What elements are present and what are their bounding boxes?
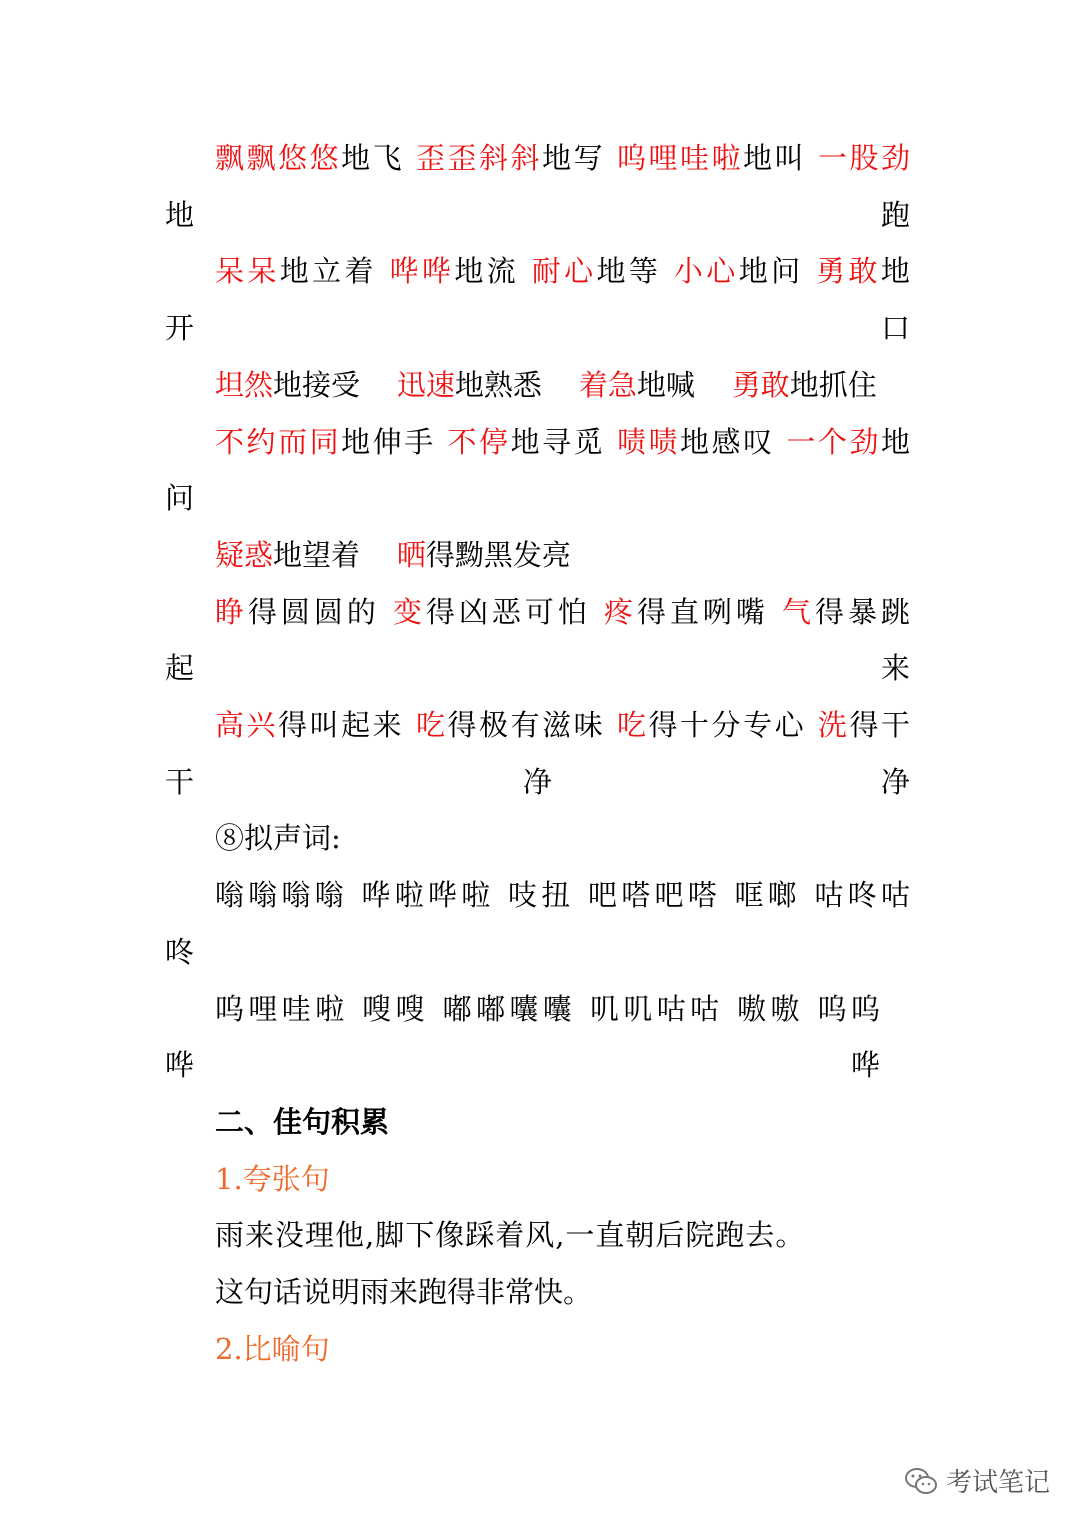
- phrase-line-2: [165, 243, 910, 356]
- phrase-continuation: 问: [165, 481, 195, 516]
- phrase-line-6: [165, 584, 910, 697]
- phrase: 变得凶恶可怕: [393, 594, 591, 629]
- phrase: 勇敢地抓住: [731, 367, 877, 402]
- phrase: 歪歪斜斜地写: [415, 141, 606, 175]
- example-sentence: 雨来没理他,脚下像踩着风,一直朝后院跑去。: [215, 1218, 806, 1253]
- phrase: 一股劲: [817, 141, 911, 175]
- phrase-line-5: [165, 527, 910, 584]
- word: 嗡嗡嗡嗡: [215, 878, 349, 913]
- word-continuation: 哗哗: [165, 1048, 880, 1083]
- wechat-icon: [904, 1466, 938, 1496]
- phrase: 飘飘悠悠地飞: [215, 141, 405, 175]
- phrase: 迅速地熟悉: [396, 367, 542, 402]
- phrase: 洗得干: [817, 708, 910, 743]
- phrase-continuation: 起来: [165, 651, 910, 686]
- subsection-title-hyperbole: 1.夸张句: [215, 1161, 330, 1196]
- word: 咕咚咕: [814, 878, 911, 913]
- phrase: 不约而同地伸手: [215, 424, 436, 459]
- word: 呜呜: [817, 991, 880, 1026]
- phrase: 哗哗地流: [389, 254, 520, 289]
- example-explanation: 这句话说明雨来跑得非常快。: [215, 1275, 593, 1310]
- word: 嘟嘟囔囔: [442, 991, 577, 1026]
- onomatopoeia-line-1: [165, 867, 910, 980]
- phrase-line-7: [165, 697, 910, 810]
- word-continuation: 咚: [165, 934, 195, 969]
- phrase: 耐心地等: [531, 254, 662, 289]
- phrase: 一个劲地: [786, 424, 910, 459]
- phrase: 呜哩哇啦地叫: [616, 141, 807, 175]
- onomatopoeia-line-2: [165, 981, 910, 1094]
- phrase-continuation: 地跑: [165, 197, 910, 232]
- phrase: 坦然地接受: [215, 367, 361, 402]
- word: 呜哩哇啦: [215, 991, 349, 1026]
- phrase: 睁得圆圆的: [215, 594, 380, 629]
- phrase: 疑惑地望着: [215, 537, 361, 572]
- word: 哗啦哗啦: [361, 878, 495, 913]
- phrase: 晒得黝黑发亮: [396, 537, 571, 572]
- word: 吧嗒吧嗒: [588, 878, 722, 913]
- onomatopoeia-heading: ⑧拟声词:: [215, 821, 341, 856]
- phrase: 着急地喊: [578, 367, 695, 402]
- section-title: 二、佳句积累: [215, 1104, 390, 1139]
- word: 哐啷: [734, 878, 802, 913]
- phrase: 勇敢地: [816, 254, 910, 289]
- phrase: 小心地问: [673, 254, 804, 289]
- phrase: 吃得十分专心: [616, 708, 807, 743]
- phrase-line-1: [165, 130, 910, 243]
- phrase-line-3: [165, 357, 910, 414]
- phrase-continuation: 干净净: [165, 764, 910, 799]
- phrase: 高兴得叫起来: [215, 708, 405, 743]
- watermark: [904, 1462, 1050, 1499]
- phrase: 吃得极有滋味: [415, 708, 606, 743]
- word: 叽叽咕咕: [589, 991, 724, 1026]
- word: 嗷嗷: [737, 991, 804, 1026]
- phrase: 呆呆地立着: [215, 254, 377, 289]
- document-page: [165, 130, 910, 1377]
- phrase: 疼得直咧嘴: [604, 594, 769, 629]
- phrase: 气得暴跳: [782, 594, 910, 629]
- phrase: 不停地寻觅: [447, 424, 606, 459]
- phrase-continuation: 开口: [165, 311, 910, 346]
- phrase: 啧啧地感叹: [616, 424, 775, 459]
- phrase-line-4: [165, 414, 910, 527]
- word: 吱扭: [508, 878, 575, 913]
- subsection-title-metaphor: 2.比喻句: [215, 1331, 330, 1366]
- watermark-text: 考试笔记: [945, 1468, 1050, 1498]
- word: 嗖嗖: [362, 991, 430, 1026]
